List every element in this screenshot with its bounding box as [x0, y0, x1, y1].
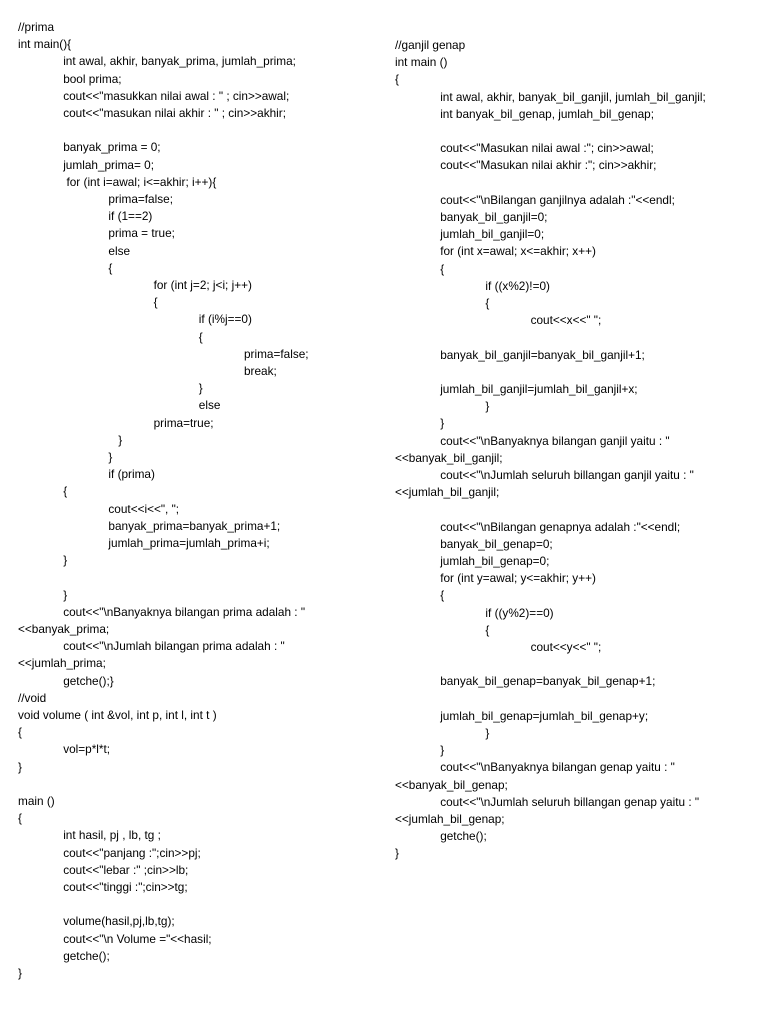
- code-line: volume(hasil,pj,lb,tg);: [63, 914, 175, 929]
- code-line: cout<<"lebar :" ;cin>>lb;: [63, 862, 189, 877]
- code-line: }: [63, 553, 68, 568]
- code-line: cout<<"\nBilangan genapnya adalah :"<<endl;: [440, 519, 681, 534]
- code-line: //ganjil genap: [395, 38, 466, 52]
- code-line: prima=true;: [153, 415, 214, 430]
- code-line: cout<<"\nJumlah seluruh billangan ganjil yaitu : ": [440, 468, 694, 482]
- code-line: void volume ( int &vol, int p, int l, int t ): [18, 708, 217, 722]
- code-line: cout<<"\nBanyaknya bilangan ganjil yaitu : ": [440, 433, 670, 448]
- code-line: cout<<"masukkan nilai awal : " ; cin>>awal;: [63, 88, 290, 103]
- code-line: {: [485, 622, 490, 637]
- code-line: cout<<"\nJumlah bilangan prima adalah : ": [63, 639, 285, 654]
- code-line: {: [198, 329, 203, 344]
- code-line: else: [198, 398, 221, 413]
- code-line: cout<<y<<" ";: [530, 640, 602, 654]
- code-line: cout<<"panjang :";cin>>pj;: [63, 845, 201, 860]
- code-line: cout<<"\n Volume ="<<hasil;: [63, 931, 212, 946]
- code-line: {: [18, 811, 22, 826]
- code-line: prima = true;: [108, 226, 175, 241]
- code-line: cout<<"\nBilangan ganjilnya adalah :"<<endl;: [440, 192, 675, 207]
- code-line: if (prima): [108, 467, 155, 482]
- code-line: if ((x%2)!=0): [485, 278, 550, 293]
- code-line: <<banyak_prima;: [18, 622, 110, 636]
- code-line: <<banyak_bil_ganjil;: [395, 450, 503, 465]
- code-line: {: [440, 588, 445, 603]
- code-line: for (int i=awal; i<=akhir; i++){: [63, 174, 217, 189]
- code-line: {: [108, 260, 113, 275]
- code-line: else: [108, 243, 131, 258]
- code-line: cout<<"Masukan nilai awal :"; cin>>awal;: [440, 141, 654, 156]
- code-line: {: [485, 296, 490, 310]
- code-line: if ((y%2)==0): [485, 605, 554, 620]
- code-line: jumlah_bil_genap=0;: [440, 554, 550, 568]
- code-line: <<jumlah_bil_ganjil;: [395, 485, 500, 500]
- code-line: if (i%j==0): [198, 312, 252, 327]
- code-line: int main (): [395, 55, 448, 70]
- code-line: {: [395, 72, 399, 87]
- code-line: banyak_bil_ganjil=0;: [440, 210, 548, 224]
- code-line: }: [108, 432, 123, 447]
- code-line: getche();: [440, 829, 487, 844]
- code-line: int banyak_bil_genap, jumlah_bil_genap;: [440, 106, 655, 121]
- code-line: banyak_bil_genap=0;: [440, 536, 553, 551]
- code-line: //prima: [18, 20, 55, 34]
- code-line: vol=p*l*t;: [63, 742, 111, 757]
- code-line: }: [18, 759, 22, 774]
- code-line: }: [485, 726, 490, 740]
- code-line: bool prima;: [63, 71, 122, 86]
- code-line: getche();: [63, 948, 110, 963]
- code-line: prima=false;: [108, 192, 173, 206]
- code-line: <<jumlah_bil_genap;: [395, 812, 505, 826]
- code-line: cout<<"\nJumlah seluruh billangan genap yaitu : ": [440, 794, 700, 809]
- code-line: banyak_prima = 0;: [63, 140, 161, 155]
- code-line: jumlah_prima=jumlah_prima+i;: [108, 536, 270, 550]
- code-line: jumlah_bil_ganjil=jumlah_bil_ganjil+x;: [440, 382, 638, 396]
- code-line: for (int y=awal; y<=akhir; y++): [440, 571, 596, 586]
- code-line: int awal, akhir, banyak_prima, jumlah_prima;: [63, 54, 296, 69]
- code-line: int hasil, pj , lb, tg ;: [63, 828, 161, 843]
- code-line: cout<<i<<", ";: [108, 501, 180, 516]
- code-line: int main(){: [18, 37, 72, 52]
- code-line: banyak_bil_ganjil=banyak_bil_ganjil+1;: [440, 347, 645, 362]
- code-line: }: [18, 966, 22, 980]
- code-line: }: [395, 846, 399, 861]
- code-line: }: [440, 743, 445, 758]
- code-line: prima=false;: [244, 346, 309, 361]
- code-line: for (int j=2; j<i; j++): [153, 278, 252, 292]
- code-line: cout<<"\nBanyaknya bilangan prima adalah : ": [63, 604, 306, 619]
- code-line: getche();}: [63, 673, 114, 688]
- code-line: jumlah_bil_genap=jumlah_bil_genap+y;: [440, 708, 649, 723]
- code-line: break;: [244, 364, 277, 378]
- code-line: }: [440, 416, 445, 431]
- code-line: }: [63, 587, 68, 602]
- code-line: cout<<"tinggi :";cin>>tg;: [63, 880, 188, 894]
- code-line: for (int x=awal; x<=akhir; x++): [440, 244, 596, 259]
- code-line: {: [63, 484, 68, 499]
- code-line: <<banyak_bil_genap;: [395, 777, 508, 792]
- code-line: {: [440, 261, 445, 276]
- code-line: //void: [18, 690, 47, 705]
- code-line: {: [153, 295, 158, 310]
- code-line: banyak_bil_genap=banyak_bil_genap+1;: [440, 674, 656, 689]
- code-line: cout<<x<<" ";: [530, 313, 602, 328]
- code-line: cout<<"Masukan nilai akhir :"; cin>>akhir;: [440, 158, 657, 173]
- code-line: if (1==2): [108, 209, 153, 224]
- code-line: }: [485, 399, 490, 414]
- code-line: }: [108, 450, 113, 464]
- code-line: cout<<"masukan nilai akhir : " ; cin>>akhir;: [63, 106, 286, 120]
- code-line: jumlah_prima= 0;: [63, 157, 155, 172]
- code-line: main (): [18, 794, 55, 808]
- code-line: cout<<"\nBanyaknya bilangan genap yaitu : ": [440, 760, 675, 775]
- code-line: {: [18, 725, 22, 740]
- code-line: }: [198, 381, 203, 396]
- code-line: int awal, akhir, banyak_bil_ganjil, jumlah_bil_ganjil;: [440, 89, 706, 104]
- code-line: banyak_prima=banyak_prima+1;: [108, 518, 281, 533]
- code-line: jumlah_bil_ganjil=0;: [440, 227, 545, 242]
- code-line: <<jumlah_prima;: [18, 656, 106, 671]
